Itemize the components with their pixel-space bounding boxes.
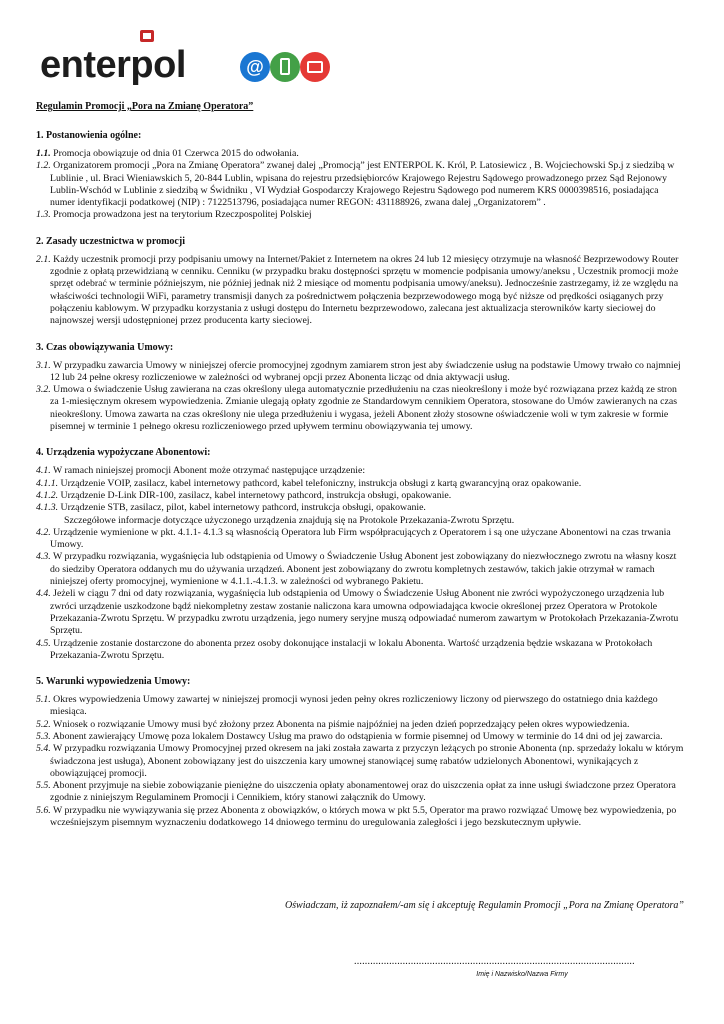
paragraph-5-2	[36, 719, 684, 731]
paragraph-4-1-1	[36, 478, 684, 490]
acceptance-declaration: Oświadczam, iż zapoznałem/-am się i akceptuję Regulamin Promocji „Pora na Zmianę Operatora”	[284, 900, 684, 911]
paragraph-number: 5.5.	[36, 780, 51, 792]
paragraph-5-3	[36, 731, 684, 743]
paragraph-5-6	[36, 805, 684, 830]
paragraph-1-1	[36, 148, 684, 160]
paragraph-number: 4.1.3.	[36, 502, 59, 514]
paragraph-number: 4.2.	[36, 526, 51, 538]
paragraph-number: 5.6.	[36, 804, 51, 816]
signature-caption: Imię i Nazwisko/Nazwa Firmy	[476, 971, 568, 978]
logo-wordmark: enterpol	[40, 44, 186, 86]
paragraph-number: 4.3.	[36, 551, 51, 563]
paragraph-text: Umowa o świadczenie Usług zawierana na czas określony ulega automatycznie przedłużeniu na czas nieokreślony i może być rozwiązana przez każdą ze stron za 1-miesięcznym okresem wypowiedzenia. Zmianie ulegają opłaty zgodnie ze Standardowym cennikiem Operatora, stosowane do Umów zawieranych na czas nieokreślony. Umowa zawarta na czas określony nie ulega przedłużeniu i wygasa, jeżeli Abonent złoży stosowne oświadczenie woli w tym zakresie w formie pisemnej w terminie 1 pełnego okresu rozliczeniowego przed upływem terminu obowiązywania tej umowy.	[50, 384, 678, 433]
paragraph-text: W przypadku rozwiązania Umowy Promocyjnej przed okresem na jaki została zawarta z przyczyn leżących po stronie Abonenta (np. sprzedaży lokalu w którym świadczona jest usługa), Abonent zobowiązany jest do uiszczenia kary umownej stanowiącej sumę rabatów udzielonych Abonentowi, wynikających z obowiązującej promocji.	[50, 743, 684, 779]
paragraph-text: W przypadku zawarcia Umowy w niniejszej ofercie promocyjnej zgodnym zamiarem stron jest aby świadczenie usług na podstawie Umowy trwało co najmniej 12 lub 24 pełne okresy rozliczeniowe w zależności od wybranej opcji przez Abonenta licząc od dnia aktywacji usług.	[50, 359, 681, 383]
paragraph-text: Urządzenie VOIP, zasilacz, kabel internetowy pathcord, kabel telefoniczny, instrukcja obsługi z kartą gwarancyjną oraz opakowanie.	[58, 477, 582, 489]
paragraph-text: Abonent zawierający Umowę poza lokalem Dostawcy Usług ma prawo do odstąpienia w formie pisemnej od Umowy w terminie do 14 dni od jej zawarcia.	[50, 730, 663, 742]
paragraph-number: 4.4.	[36, 588, 51, 600]
paragraph-number: 4.1.	[36, 465, 51, 477]
paragraph-number: 2.1.	[36, 253, 51, 265]
section-3-heading: 3. Czas obowiązywania Umowy:	[36, 341, 174, 353]
paragraph-number: 1.1.	[36, 148, 51, 159]
paragraph-3-1	[36, 360, 684, 385]
paragraph-text: Jeżeli w ciągu 7 dni od daty rozwiązania, wygaśnięcia lub odstąpienia od Umowy o Świadczenie Usług Abonent nie zwróci wypożyczonego urządzenia lub zwróci urządzenie uszkodzone bądź niekompletny zestaw zostanie naliczona kara umowna odpowiadająca kwocie określonej przez Operatora w Protokole Przekazania-Zwrotu Sprzętu. W przypadku zwrotu urządzenia, jego numery seryjne muszą odpowiadać numerom zawartym w Protokołach Przekazania-Zwrotu Sprzętu.	[50, 588, 679, 637]
paragraph-number: 5.2.	[36, 718, 51, 730]
paragraph-4-3	[36, 551, 684, 588]
document-title: Regulamin Promocji „Pora na Zmianę Operatora”	[36, 101, 254, 112]
paragraph-text: Urządzenie STB, zasilacz, pilot, kabel internetowy pathcord, instrukcja obsługi, opakowanie.	[58, 502, 426, 514]
paragraph-text: Promocja obowiązuje od dnia 01 Czerwca 2015 do odwołania.	[50, 148, 299, 159]
logo-mark-icon	[140, 30, 154, 42]
paragraph-text: Okres wypowiedzenia Umowy zawartej w niniejszej promocji wynosi jeden pełny okres rozliczeniowy liczony od pierwszego do ostatniego dnia każdego miesiąca.	[50, 694, 658, 718]
enterpol-logo	[36, 28, 316, 88]
paragraph-text: Urządzenie zostanie dostarczone do abonenta przez osoby dokonujące instalacji w lokalu Abonenta. Wartość urządzenia będzie wskazana w Protokołach Przekazania-Zwrotu Sprzętu.	[50, 637, 653, 661]
paragraph-4-2	[36, 527, 684, 552]
paragraph-text: W przypadku rozwiązania, wygaśnięcia lub odstąpienia od Umowy o Świadczenie Usług Abonent jest zobowiązany do niezwłocznego zwrotu na własny koszt do siedziby Operatora oddanych mu do używania urządzeń. Abonent jest zobowiązany do zwrotu kompletnych zestawów, takich jakie otrzymał w ramach niniejszej oferty promocyjnej, wymienione w 4.1.1.-4.1.3. w zależności od wybranego Pakietu.	[50, 551, 677, 588]
paragraph-3-2	[36, 384, 684, 433]
paragraph-4-1	[36, 465, 684, 477]
paragraph-text: Każdy uczestnik promocji przy podpisaniu umowy na Internet/Pakiet z Internetem na okres 24 lub 12 miesięcy otrzymuje na własność Bezprzewodowy Router zgodnie z opłatą przewidzianą w cenniku. Cenniku (w przypadku braku dostępności sprzętu w momencie podpisania umowy/aneksu , Uczestnik promocji może sprzęt odebrać w terminie późniejszym, nie później jednak niż 2 miesiące od momentu podpisania umowy/aneksu). Jednocześnie zastrzegamy, iż ze względu na właściwości technologii WiFi, parametry transmisji danych za pośrednictwem połączenia bezprzewodowego mogą być niższe od prędkości osiąganych przy połączeniu kablowym. W przypadku korzystania z usługi dostępu do Internetu bezprzewodowo, zalecana jest aktualizacja sterowników karty sieciowej do najnowszej wersji udostępnionej przez producenta karty sieciowej.	[50, 253, 679, 327]
paragraph-text: Organizatorem promocji „Pora na Zmianę Operatora” zwanej dalej „Promocją” jest ENTERPOL K. Król, P. Latosiewicz , B. Wojciechowski Sp.j z siedzibą w Lublinie , ul. Braci Wieniawskich 5, 20-844 Lublin, wpisana do rejestru przedsiębiorców Krajowego Rejestru Sądowego prowadzonego przez Sąd Rejonowy Lublin-Wschód w Lublinie z siedzibą w Świdniku , VI Wydział Gospodarczy Krajowego Rejestru Sądowego pod numerem KRS 0000398516, posiadająca numer identyfikacji podatkowej (NIP) : 7122513796, posiadająca numer REGON: 431188926, zwana dalej „Organizatorem” .	[50, 160, 675, 209]
paragraph-2-1	[36, 254, 684, 328]
paragraph-4-1-3	[36, 502, 684, 514]
paragraph-number: 5.4.	[36, 743, 51, 755]
paragraph-1-3	[36, 209, 684, 221]
paragraph-5-5	[36, 780, 684, 805]
paragraph-text: W przypadku nie wywiązywania się przez Abonenta z obowiązków, o których mowa w pkt 5.5, Operator ma prawo rozwiązać Umowę bez wypowiedzenia, po wcześniejszym pisemnym wyznaczeniu dodatkowego 14 dniowego terminu do uregulowania zaległości i jego bezskutecznym upływie.	[50, 804, 677, 829]
logo-service-icons	[240, 52, 330, 84]
paragraph-4-1-3-note: Szczegółowe informacje dotyczące użyczonego urządzenia znajdują się na Protokole Przekazania-Zwrotu Sprzętu.	[64, 514, 515, 526]
paragraph-number: 5.3.	[36, 730, 51, 742]
paragraph-4-1-2	[36, 490, 684, 502]
section-5-heading: 5. Warunki wypowiedzenia Umowy:	[36, 676, 191, 688]
paragraph-text: Wniosek o rozwiązanie Umowy musi być złożony przez Abonenta na piśmie najpóźniej na jeden dzień poprzedzający pełen okres wypowiedzenia.	[50, 718, 630, 730]
paragraph-5-1	[36, 694, 684, 719]
at-icon: @	[240, 52, 270, 82]
paragraph-text: Urządzenie D-Link DIR-100, zasilacz, kabel internetowy pathcord, instrukcja obsługi, opakowanie.	[58, 489, 452, 501]
section-1-heading: 1. Postanowienia ogólne:	[36, 130, 142, 141]
document-body	[36, 129, 684, 829]
paragraph-number: 3.2.	[36, 384, 51, 396]
paragraph-4-4	[36, 588, 684, 637]
signature-line: ........................................................................................................	[354, 956, 635, 967]
phone-icon	[270, 52, 300, 82]
tv-icon	[300, 52, 330, 82]
paragraph-number: 4.1.1.	[36, 477, 59, 489]
paragraph-5-4	[36, 743, 684, 780]
paragraph-number: 4.1.2.	[36, 489, 59, 501]
paragraph-text: W ramach niniejszej promocji Abonent może otrzymać następujące urządzenie:	[50, 465, 366, 477]
paragraph-number: 1.3.	[36, 209, 51, 221]
section-2-heading: 2. Zasady uczestnictwa w promocji	[36, 235, 185, 247]
paragraph-text: Urządzenie wymienione w pkt. 4.1.1- 4.1.3 są własnością Operatora lub Firm współpracujących z Operatorem i są one użyczane Abonentowi na czas trwania Umowy.	[50, 526, 671, 551]
paragraph-1-2	[36, 160, 684, 209]
paragraph-text: Promocja prowadzona jest na terytorium Rzeczpospolitej Polskiej	[50, 209, 312, 221]
paragraph-number: 4.5.	[36, 637, 51, 649]
section-4-heading: 4. Urządzenia wypożyczane Abonentowi:	[36, 447, 211, 459]
paragraph-text: Abonent przyjmuje na siebie zobowiązanie pieniężne do uiszczenia opłaty abonamentowej oraz do uiszczenia opłat za inne usługi świadczone przez Operatora zgodnie z niniejszym Regulaminem Promocji i Cennikiem, który stanowi załącznik do Umowy.	[50, 780, 676, 804]
paragraph-number: 1.2.	[36, 160, 51, 172]
paragraph-4-5	[36, 638, 684, 663]
paragraph-number: 3.1.	[36, 359, 51, 371]
paragraph-number: 5.1.	[36, 694, 51, 706]
